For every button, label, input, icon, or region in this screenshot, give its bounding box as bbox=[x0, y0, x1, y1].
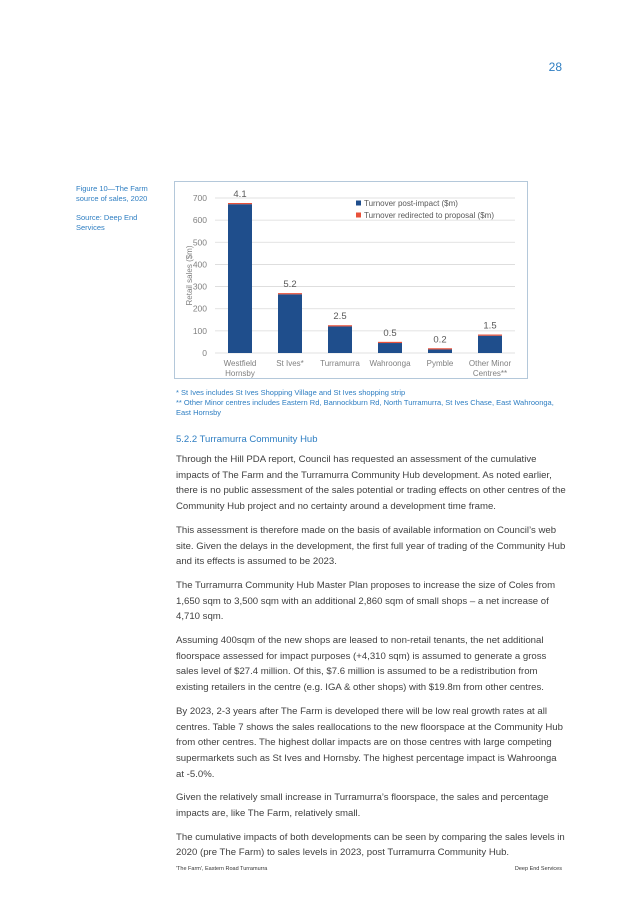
paragraph: The cumulative impacts of both developments can be seen by comparing the sales levels in 2020 (pre The Farm) to sales levels in 2023, post Turramurra Community Hub. bbox=[176, 831, 565, 859]
figure-caption-block bbox=[76, 184, 168, 233]
bar-turnover-redirected bbox=[278, 293, 302, 294]
y-tick-label: 700 bbox=[192, 193, 207, 203]
figure-source: Source: Deep End Services bbox=[76, 213, 138, 232]
data-label: 5.2 bbox=[283, 279, 297, 291]
bar-turnover-post-impact bbox=[478, 336, 502, 353]
note-st-ives: * St Ives includes St Ives Shopping Village and St Ives shopping strip bbox=[176, 388, 406, 397]
y-tick-label: 100 bbox=[192, 325, 207, 336]
legend-label: Turnover post-impact ($m) bbox=[364, 199, 458, 208]
section-heading: 5.2.2 Turramurra Community Hub bbox=[176, 434, 318, 445]
note-other-minor: ** Other Minor centres includes Eastern Rd, Bannockburn Rd, North Turramurra, St Ives Chase, East Wahroonga, East Hornsby bbox=[176, 398, 554, 417]
footer-document-title: 'The Farm', Eastern Road Turramurra bbox=[176, 866, 268, 872]
data-label: 0.2 bbox=[433, 334, 447, 346]
footer-company: Deep End Services bbox=[514, 866, 562, 872]
y-tick-label: 400 bbox=[192, 259, 207, 270]
body-text bbox=[176, 452, 566, 869]
x-tick-label: Turramurra bbox=[320, 359, 360, 368]
bar-turnover-post-impact bbox=[328, 326, 352, 353]
bar-turnover-post-impact bbox=[378, 343, 402, 353]
y-tick-label: 0 bbox=[202, 348, 207, 358]
chart-container bbox=[174, 181, 528, 379]
x-tick-label: Hornsby bbox=[225, 369, 255, 378]
paragraph: Assuming 400sqm of the new shops are leased to non-retail tenants, the net additional floorspace assessed for impact purposes (+4,310 sqm) is assumed to generate a gross sales level of $27.4 million. Of this, $7.6 million is assumed to be a redistribution from existing retailers in the centre (e.g. IGA & other shops) with $19.8m from other centres. bbox=[176, 635, 547, 694]
x-tick-label: Westfield bbox=[223, 359, 257, 368]
legend-swatch bbox=[356, 213, 361, 218]
x-tick-label: Wahroonga bbox=[369, 359, 411, 368]
x-tick-label: Other Minor bbox=[468, 359, 512, 368]
paragraph: Through the Hill PDA report, Council has requested an assessment of the cumulative impacts of The Farm and the Turramurra Community Hub development. As noted earlier, there is no public assessment of the sales potential or trading effects on other centres of the Community Hub project and no certainty around a development time frame. bbox=[176, 454, 566, 513]
bar-turnover-redirected bbox=[378, 342, 402, 343]
paragraph: This assessment is therefore made on the basis of available information on Council’s web site. Given the delays in the development, the first full year of trading of the Community Hub and its effects is assumed to be 2023. bbox=[176, 524, 566, 568]
bar-turnover-redirected bbox=[428, 348, 452, 349]
x-tick-label: St Ives* bbox=[276, 359, 304, 368]
paragraph: The Turramurra Community Hub Master Plan proposes to increase the size of Coles from 1,650 sqm to 3,500 sqm with an additional 2,860 sqm of small shops – a net increase of 4,710 sqm. bbox=[176, 579, 556, 623]
legend-swatch bbox=[356, 201, 361, 206]
y-tick-label: 300 bbox=[192, 281, 207, 292]
page-number: 28 bbox=[548, 60, 562, 74]
bar-chart bbox=[175, 182, 527, 378]
data-label: 2.5 bbox=[333, 311, 347, 323]
data-label: 0.5 bbox=[383, 327, 397, 339]
y-axis-label: Retail sales ($m) bbox=[185, 245, 194, 306]
x-tick-label: Pymble bbox=[426, 359, 454, 368]
y-tick-label: 200 bbox=[192, 303, 207, 314]
figure-caption: Figure 10—The Farm source of sales, 2020 bbox=[76, 184, 148, 203]
legend-label: Turnover redirected to proposal ($m) bbox=[364, 211, 494, 220]
data-label: 1.5 bbox=[483, 320, 497, 332]
y-tick-label: 600 bbox=[192, 215, 207, 226]
paragraph: By 2023, 2-3 years after The Farm is developed there will be low real growth rates at all centres. Table 7 shows the sales reallocations to the new floorspace at the Community Hub from other centres. The highest dollar impacts are on those centres with large competing supermarkets such as St Ives and Hornsby. The highest percentage impact is Wahroonga at -5.0%. bbox=[176, 705, 563, 780]
bar-turnover-redirected bbox=[328, 325, 352, 326]
data-label: 4.1 bbox=[233, 189, 247, 200]
paragraph: Given the relatively small increase in Turramurra’s floorspace, the sales and percentage impacts are, like The Farm, relatively small. bbox=[176, 792, 549, 820]
bar-turnover-redirected bbox=[228, 203, 252, 204]
bar-turnover-post-impact bbox=[228, 204, 252, 353]
figure-notes bbox=[176, 388, 568, 418]
bar-turnover-post-impact bbox=[278, 294, 302, 353]
y-tick-label: 500 bbox=[192, 237, 207, 248]
bar-turnover-post-impact bbox=[428, 349, 452, 353]
x-tick-label: Centres** bbox=[472, 369, 508, 378]
bar-turnover-redirected bbox=[478, 335, 502, 336]
